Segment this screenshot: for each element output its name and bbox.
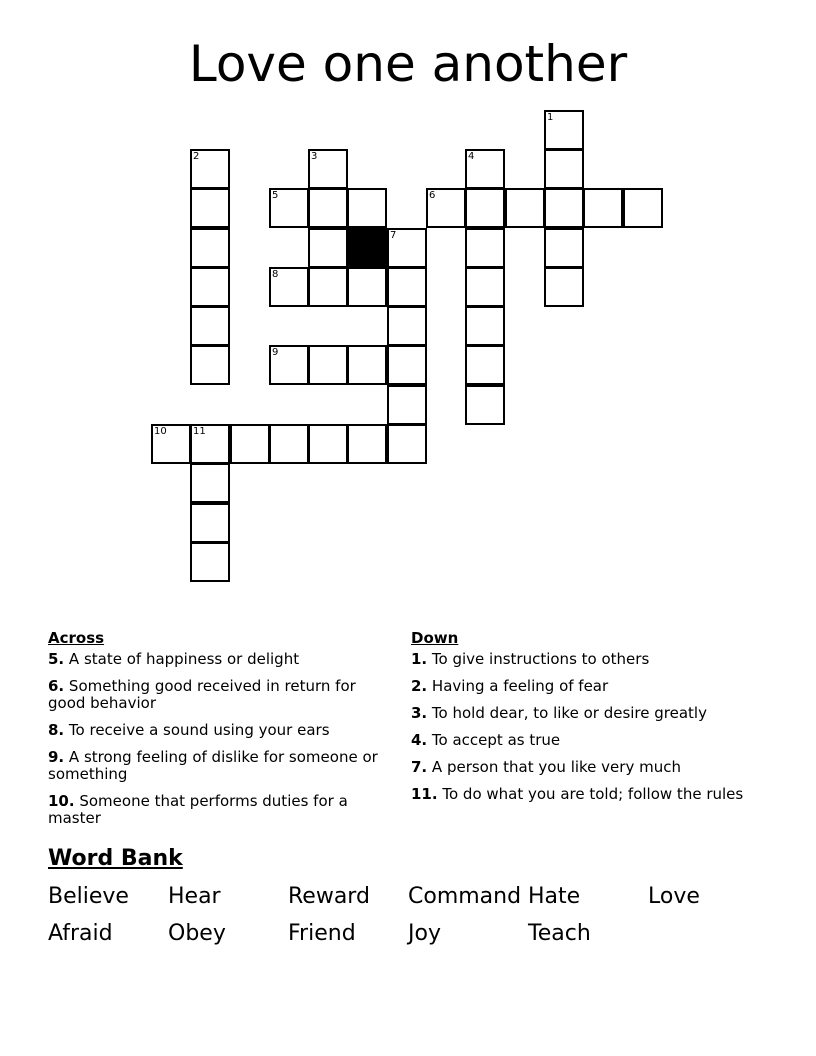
grid-cell[interactable] xyxy=(190,267,230,307)
word-bank-title: Word Bank xyxy=(48,846,183,871)
grid-cell[interactable] xyxy=(151,424,191,464)
clue-number: 1. xyxy=(411,650,428,668)
grid-cell[interactable] xyxy=(308,188,348,228)
grid-cell[interactable] xyxy=(230,424,270,464)
grid-cell[interactable] xyxy=(544,110,584,150)
clue-number: 9. xyxy=(48,748,65,766)
clue-down-7 xyxy=(411,759,751,776)
grid-cell[interactable] xyxy=(190,463,230,503)
cell-number: 6 xyxy=(429,190,436,201)
grid-cell[interactable] xyxy=(190,424,230,464)
word-bank xyxy=(48,883,768,957)
across-clues xyxy=(48,630,388,837)
word-bank-word: Teach xyxy=(528,921,591,946)
grid-cell[interactable] xyxy=(387,228,427,268)
grid-cell[interactable] xyxy=(387,385,427,425)
down-heading: Down xyxy=(411,629,459,647)
clue-down-1 xyxy=(411,651,751,668)
cell-number: 5 xyxy=(272,190,279,201)
clue-text: Having a feeling of fear xyxy=(431,677,609,695)
word-bank-word: Obey xyxy=(168,921,226,946)
grid-cell[interactable] xyxy=(190,228,230,268)
word-bank-word: Hate xyxy=(528,884,581,909)
grid-cell[interactable] xyxy=(347,424,387,464)
grid-cell[interactable] xyxy=(308,228,348,268)
grid-cell[interactable] xyxy=(190,188,230,228)
grid-cell[interactable] xyxy=(190,542,230,582)
clue-number: 5. xyxy=(48,650,65,668)
clue-number: 10. xyxy=(48,792,75,810)
clue-number: 4. xyxy=(411,731,428,749)
grid-cell[interactable] xyxy=(387,424,427,464)
clue-number: 11. xyxy=(411,785,438,803)
grid-cell[interactable] xyxy=(583,188,623,228)
grid-cell[interactable] xyxy=(190,306,230,346)
grid-cell[interactable] xyxy=(269,188,309,228)
cell-number: 11 xyxy=(193,426,206,437)
word-bank-word: Friend xyxy=(288,921,356,946)
word-bank-word: Hear xyxy=(168,884,221,909)
grid-cell[interactable] xyxy=(308,424,348,464)
clue-number: 6. xyxy=(48,677,65,695)
grid-cell[interactable] xyxy=(190,149,230,189)
grid-cell[interactable] xyxy=(465,228,505,268)
clue-across-8 xyxy=(48,722,388,739)
grid-cell[interactable] xyxy=(465,306,505,346)
cell-number: 2 xyxy=(193,151,200,162)
grid-cell[interactable] xyxy=(347,188,387,228)
grid-block xyxy=(347,228,387,268)
down-clues xyxy=(411,630,751,813)
clue-number: 8. xyxy=(48,721,65,739)
word-bank-word: Reward xyxy=(288,884,370,909)
grid-cell[interactable] xyxy=(465,345,505,385)
clue-text: To receive a sound using your ears xyxy=(68,721,330,739)
clue-text: Something good received in return for good behavior xyxy=(48,677,356,712)
cell-number: 9 xyxy=(272,347,279,358)
grid-cell[interactable] xyxy=(387,345,427,385)
clue-text: To do what you are told; follow the rules xyxy=(442,785,744,803)
grid-cell[interactable] xyxy=(308,149,348,189)
word-bank-row xyxy=(48,920,768,957)
clue-across-6 xyxy=(48,678,388,712)
clue-number: 2. xyxy=(411,677,428,695)
grid-cell[interactable] xyxy=(465,385,505,425)
cell-number: 10 xyxy=(154,426,167,437)
grid-cell[interactable] xyxy=(544,188,584,228)
grid-cell[interactable] xyxy=(505,188,545,228)
grid-cell[interactable] xyxy=(269,345,309,385)
cell-number: 1 xyxy=(547,112,554,123)
clue-text: Someone that performs duties for a master xyxy=(48,792,348,827)
clue-down-11 xyxy=(411,786,751,803)
grid-cell[interactable] xyxy=(347,267,387,307)
grid-cell[interactable] xyxy=(387,267,427,307)
grid-cell[interactable] xyxy=(465,188,505,228)
cell-number: 4 xyxy=(468,151,475,162)
clue-number: 3. xyxy=(411,704,428,722)
grid-cell[interactable] xyxy=(623,188,663,228)
word-bank-word: Love xyxy=(648,884,700,909)
grid-cell[interactable] xyxy=(544,228,584,268)
clue-text: A state of happiness or delight xyxy=(68,650,300,668)
cell-number: 8 xyxy=(272,269,279,280)
grid-cell[interactable] xyxy=(190,503,230,543)
clue-down-4 xyxy=(411,732,751,749)
grid-cell[interactable] xyxy=(544,149,584,189)
grid-cell[interactable] xyxy=(465,149,505,189)
grid-cell[interactable] xyxy=(190,345,230,385)
clue-text: To give instructions to others xyxy=(431,650,650,668)
clue-text: To hold dear, to like or desire greatly xyxy=(431,704,707,722)
word-bank-word: Believe xyxy=(48,884,129,909)
clue-text: A person that you like very much xyxy=(431,758,681,776)
clue-across-9 xyxy=(48,749,388,783)
clue-number: 7. xyxy=(411,758,428,776)
grid-cell[interactable] xyxy=(465,267,505,307)
clue-text: A strong feeling of dislike for someone or something xyxy=(48,748,378,783)
puzzle-title: Love one another xyxy=(188,35,628,93)
grid-cell[interactable] xyxy=(269,267,309,307)
clue-down-2 xyxy=(411,678,751,695)
across-heading: Across xyxy=(48,629,105,647)
clue-across-5 xyxy=(48,651,388,668)
clue-down-3 xyxy=(411,705,751,722)
grid-cell[interactable] xyxy=(387,306,427,346)
word-bank-word: Afraid xyxy=(48,921,113,946)
word-bank-word: Joy xyxy=(408,921,441,946)
clue-text: To accept as true xyxy=(431,731,561,749)
clue-across-10 xyxy=(48,793,388,827)
grid-cell[interactable] xyxy=(347,345,387,385)
grid-cell[interactable] xyxy=(308,267,348,307)
word-bank-row xyxy=(48,883,768,920)
grid-cell[interactable] xyxy=(269,424,309,464)
grid-cell[interactable] xyxy=(308,345,348,385)
grid-cell[interactable] xyxy=(544,267,584,307)
grid-cell[interactable] xyxy=(426,188,466,228)
word-bank-word: Command xyxy=(408,884,522,909)
cell-number: 3 xyxy=(311,151,318,162)
cell-number: 7 xyxy=(390,230,397,241)
